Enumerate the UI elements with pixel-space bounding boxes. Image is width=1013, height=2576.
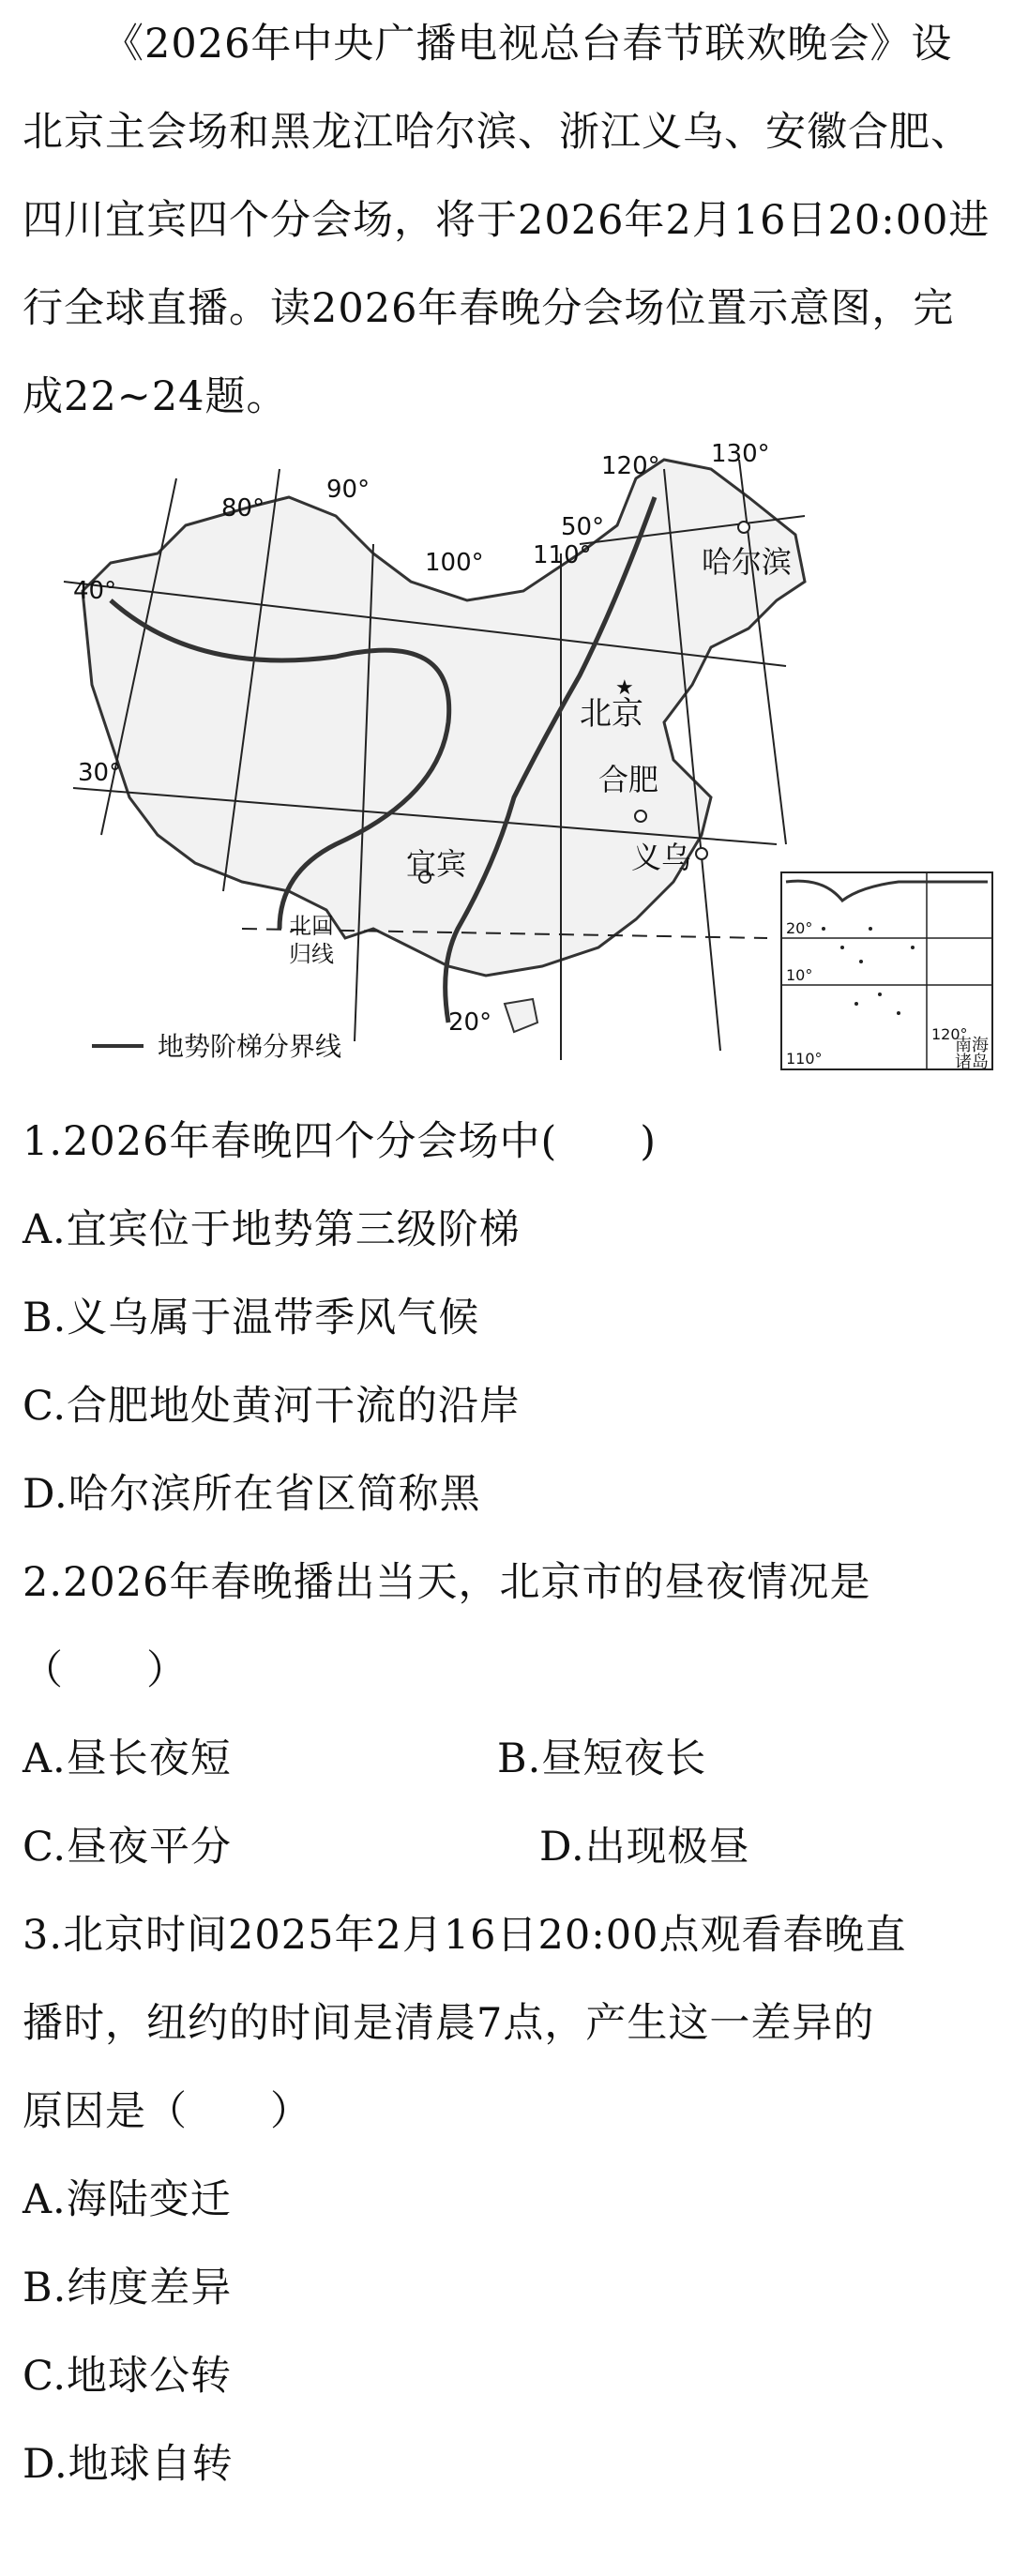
question-1-stem: 1.2026年春晚四个分会场中( ) <box>23 1118 658 1165</box>
inset-label-zhudao: 诸岛 <box>955 1053 989 1072</box>
hainan-island <box>505 999 537 1032</box>
question-3-stem-line1: 3.北京时间2025年2月16日20:00点观看春晚直 <box>23 1912 907 1959</box>
yiwu-marker <box>696 848 707 859</box>
city-label-yiwu: 义乌 <box>631 840 692 875</box>
city-label-yibin: 宜宾 <box>406 846 467 882</box>
china-outline <box>83 460 805 976</box>
tropic-label-line2: 归线 <box>289 941 334 967</box>
question-3-option-d: D.地球自转 <box>23 2441 234 2488</box>
question-3-option-c: C.地球公转 <box>23 2353 233 2400</box>
label-90: 90° <box>326 476 370 504</box>
inset-label-120: 120° <box>931 1025 968 1043</box>
question-3-stem-line3: 原因是（ ） <box>23 2088 311 2135</box>
question-1-option-d: D.哈尔滨所在省区简称黑 <box>23 1471 481 1518</box>
question-2-stem-paren: （ ） <box>23 1647 188 1694</box>
question-2-option-b: B.昼短夜长 <box>497 1735 707 1782</box>
tropic-label-line1: 北回 <box>289 913 334 939</box>
intro-paragraph: 《2026年中央广播电视总台春节联欢晚会》设北京主会场和黑龙江哈尔滨、浙江义乌、安徽合肥、四川宜宾四个分会场，将于2026年2月16日20:00进行全球直播。读2026年春晚分会场位置示意图，完成22~24题。 <box>23 21 990 420</box>
question-2-option-c: C.昼夜平分 <box>23 1824 233 1871</box>
beijing-star-icon: ★ <box>615 676 634 700</box>
label-40: 40° <box>73 577 117 605</box>
question-3-option-a: A.海陆变迁 <box>23 2176 232 2223</box>
label-120: 120° <box>601 452 660 480</box>
label-110: 110° <box>533 541 592 569</box>
question-3-stem-line2: 播时，纽约的时间是清晨7点，产生这一差异的 <box>23 2000 875 2047</box>
harbin-marker <box>738 522 749 533</box>
question-2-option-d: D.出现极昼 <box>539 1824 750 1871</box>
inset-label-nanhai: 南海 <box>955 1036 989 1055</box>
inset-label-10: 10° <box>786 966 813 984</box>
label-80: 80° <box>221 494 265 523</box>
legend-label: 地势阶梯分界线 <box>158 1031 342 1062</box>
question-1-option-b: B.义乌属于温带季风气候 <box>23 1295 480 1341</box>
hefei-marker <box>635 811 646 822</box>
question-1-option-a: A.宜宾位于地势第三级阶梯 <box>23 1206 521 1253</box>
inset-label-20: 20° <box>786 919 813 937</box>
label-130: 130° <box>711 441 770 468</box>
inset-label-110: 110° <box>786 1050 823 1068</box>
question-1-option-c: C.合肥地处黄河干流的沿岸 <box>23 1383 522 1430</box>
city-label-beijing: 北京 <box>580 695 643 733</box>
city-label-harbin: 哈尔滨 <box>702 544 793 580</box>
city-label-hefei: 合肥 <box>598 762 659 797</box>
venue-location-map <box>54 441 994 1079</box>
question-3-option-b: B.纬度差异 <box>23 2265 233 2311</box>
label-30: 30° <box>78 759 122 787</box>
label-50: 50° <box>561 513 605 541</box>
label-100: 100° <box>425 549 484 577</box>
question-2-option-a: A.昼长夜短 <box>23 1735 232 1782</box>
label-20: 20° <box>448 1008 492 1037</box>
question-2-stem: 2.2026年春晚播出当天，北京市的昼夜情况是 <box>23 1559 871 1606</box>
